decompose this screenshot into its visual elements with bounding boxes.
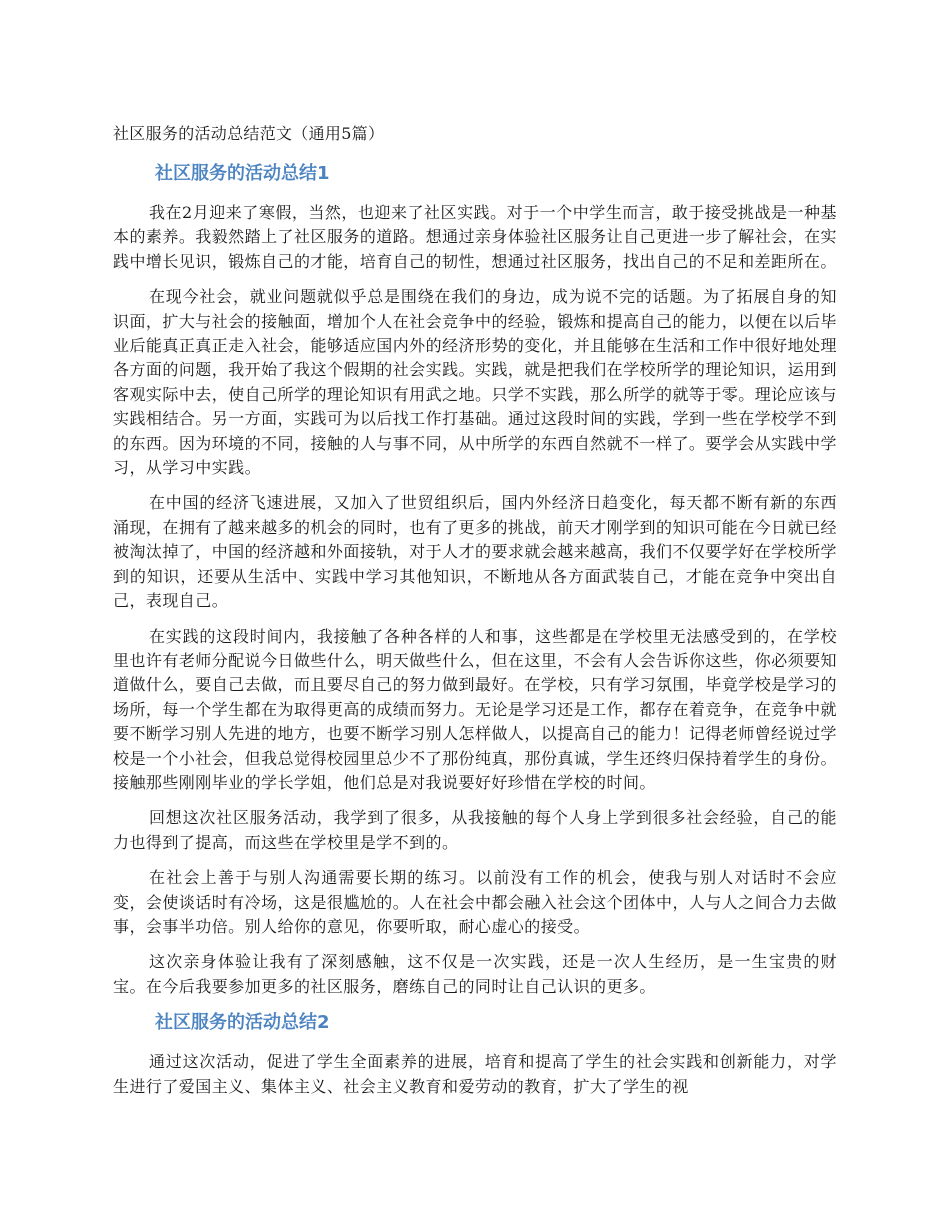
paragraph: 在中国的经济飞速进展，又加入了世贸组织后，国内外经济日趋变化，每天都不断有新的东西涌现，在拥有了越来越多的机会的同时，也有了更多的挑战，前天才刚学到的知识可能在今日就已经被淘汰掉了，中国的经济越和外面接轨，对于人才的要求就会越来越高，我们不仅要学好在学校所学到的知识，还要从生活中、实践中学习其他知识，不断地从各方面武装自己，才能在竞争中突出自己，表现自己。 bbox=[113, 493, 837, 611]
section-1 bbox=[113, 161, 837, 999]
paragraph: 这次亲身体验让我有了深刻感触，这不仅是一次实践，还是一次人生经历，是一生宝贵的财宝。在今后我要参加更多的社区服务，磨练自己的同时让自己认识的更多。 bbox=[113, 952, 837, 996]
section-2 bbox=[113, 1010, 837, 1099]
paragraph: 回想这次社区服务活动，我学到了很多，从我接触的每个人身上学到很多社会经验，自己的能力也得到了提高，而这些在学校里是学不到的。 bbox=[113, 808, 837, 852]
paragraph: 我在2月迎来了寒假，当然，也迎来了社区实践。对于一个中学生而言，敢于接受挑战是一种基本的素养。我毅然踏上了社区服务的道路。想通过亲身体验社区服务让自己更进一步了解社会，在实践中增长见识，锻炼自己的才能，培育自己的韧性，想通过社区服务，找出自己的不足和差距所在。 bbox=[113, 203, 837, 271]
section-heading: 社区服务的活动总结2 bbox=[155, 1012, 330, 1034]
document-title: 社区服务的活动总结范文（通用5篇） bbox=[113, 124, 385, 143]
paragraph: 在社会上善于与别人沟通需要长期的练习。以前没有工作的机会，使我与别人对话时不会应变，会使谈话时有冷场，这是很尴尬的。人在社会中都会融入社会这个团体中，人与人之间合力去做事，会事半功倍。别人给你的意见，你要听取，耐心虚心的接受。 bbox=[113, 868, 837, 936]
paragraph: 在现今社会，就业问题就似乎总是围绕在我们的身边，成为说不完的话题。为了拓展自身的知识面，扩大与社会的接触面，增加个人在社会竞争中的经验，锻炼和提高自己的能力，以便在以后毕业后能真正真正走入社会，能够适应国内外的经济形势的变化，并且能够在生活和工作中很好地处理各方面的问题，我开始了我这个假期的社会实践。实践，就是把我们在学校所学的理论知识，运用到客观实际中去，使自己所学的理论知识有用武之地。只学不实践，那么所学的就等于零。理论应该与实践相结合。另一方面，实践可为以后找工作打基础。通过这段时间的实践，学到一些在学校学不到的东西。因为环境的不同，接触的人与事不同，从中所学的东西自然就不一样了。要学会从实践中学习，从学习中实践。 bbox=[113, 287, 837, 478]
paragraph: 在实践的这段时间内，我接触了各种各样的人和事，这些都是在学校里无法感受到的，在学校里也许有老师分配说今日做些什么，明天做些什么，但在这里，不会有人会告诉你这些，你必须要知道做什么，要自己去做，而且要尽自己的努力做到最好。在学校，只有学习氛围，毕竟学校是学习的场所，每一个学生都在为取得更高的成绩而努力。无论是学习还是工作，都存在着竞争，在竞争中就要不断学习别人先进的地方，也要不断学习别人怎样做人，以提高自己的能力！记得老师曾经说过学校是一个小社会，但我总觉得校园里总少不了那份纯真，那份真诚，学生还终归保持着学生的身份。接触那些刚刚毕业的学长学姐，他们总是对我说要好好珍惜在学校的时间。 bbox=[113, 626, 837, 792]
paragraph: 通过这次活动，促进了学生全面素养的进展，培育和提高了学生的社会实践和创新能力，对学生进行了爱国主义、集体主义、社会主义教育和爱劳动的教育，扩大了学生的视 bbox=[113, 1052, 837, 1096]
document-page bbox=[113, 122, 837, 1110]
section-heading: 社区服务的活动总结1 bbox=[155, 163, 330, 184]
